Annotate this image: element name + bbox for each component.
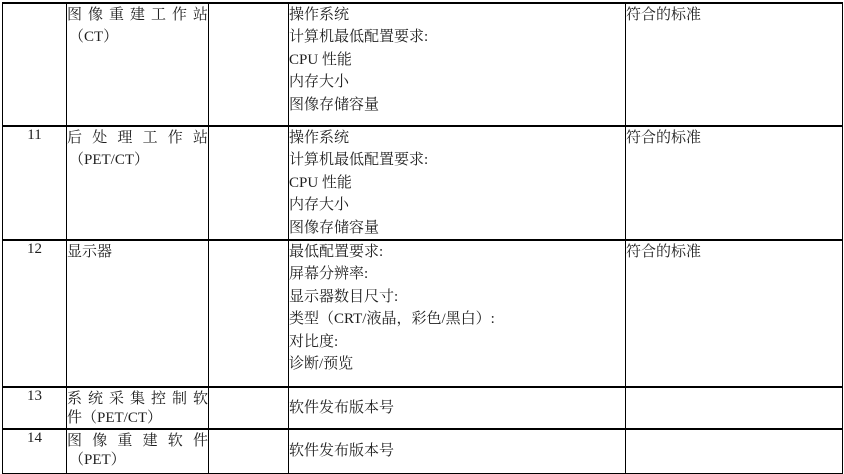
row-number-cell [3,3,67,126]
device-name-line: 系统采集控制软 [67,391,208,408]
spec-line: 屏幕分辨率: [289,266,369,283]
row-number-cell [3,240,67,387]
device-name-cell [67,3,209,126]
blank-cell [209,240,289,387]
blank-cell [209,387,289,429]
device-name-line: 件（PET/CT） [67,410,163,427]
standard-cell [626,3,843,126]
spec-line: 显示器数目尺寸: [289,288,399,305]
spec-cell [289,126,626,240]
standard-label: 符合的标准 [626,7,702,23]
device-name-line: 图像重建软件 [67,433,208,450]
row-number: 13 [27,388,42,405]
spec-line: 图像存储容量 [289,219,380,236]
spec-line: 软件发布版本号 [289,443,395,460]
row-14-image-recon-software [3,429,843,474]
row-number-cell [3,126,67,240]
spec-line: 对比度: [289,333,339,350]
spec-line: 诊断/预览 [289,356,354,373]
spec-cell [289,387,626,429]
row-number: 14 [27,430,42,447]
row-11-postprocessing-workstation [3,126,843,240]
equipment-spec-table [2,2,843,474]
spec-line: 图像存储容量 [289,96,380,113]
spec-line: 内存大小 [289,74,350,91]
spec-line: 类型（CRT/液晶，彩色/黑白）: [289,311,495,328]
spec-line: 软件发布版本号 [289,399,395,416]
row-image-recon-workstation-ct [3,3,843,126]
device-name-line: （PET/CT） [69,152,150,168]
row-number-cell [3,429,67,474]
standard-cell [626,429,843,474]
device-name-line: （CT） [69,29,119,45]
device-name-line: （PET） [69,452,126,469]
device-name-cell [67,387,209,429]
device-name-cell [67,240,209,387]
spec-line: 操作系统 [289,130,350,146]
row-number-cell [3,387,67,429]
standard-cell [626,387,843,429]
standard-cell [626,240,843,387]
blank-cell [209,429,289,474]
standard-label: 符合的标准 [626,244,702,261]
row-12-monitor [3,240,843,387]
device-name-cell [67,429,209,474]
spec-line: CPU 性能 [289,174,352,191]
row-number: 11 [27,127,42,143]
device-name-line: 后处理工作站 [67,130,208,146]
spec-cell [289,3,626,126]
spec-line: CPU 性能 [289,51,352,68]
device-name-line: 图像重建工作站 [67,7,208,23]
blank-cell [209,126,289,240]
spec-line: 内存大小 [289,197,350,214]
standard-label: 符合的标准 [626,130,702,146]
spec-cell [289,240,626,387]
spec-line: 计算机最低配置要求: [289,29,429,46]
standard-cell [626,126,843,240]
spec-line: 计算机最低配置要求: [289,152,429,169]
blank-cell [209,3,289,126]
row-number: 12 [27,241,42,258]
row-13-acquisition-control-software [3,387,843,429]
device-name-line: 显示器 [67,244,113,261]
device-name-cell [67,126,209,240]
spec-line: 操作系统 [289,7,350,23]
spec-cell [289,429,626,474]
spec-line: 最低配置要求: [289,244,384,261]
